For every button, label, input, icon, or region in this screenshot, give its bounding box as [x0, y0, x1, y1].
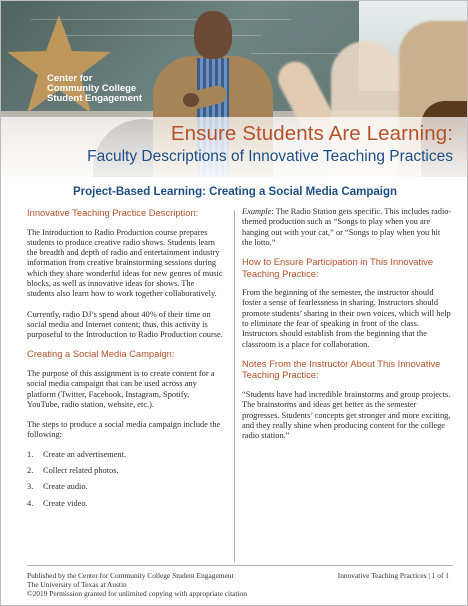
paragraph: “Students have had incredible brainstorms and group projects. The brainstorms and ideas get better as the semester progresses. Students’ concepts get stronger and more exciting, and they really shine when producing content for the college radio station.” — [242, 389, 451, 441]
star-icon — [7, 13, 127, 123]
paragraph: Currently, radio DJ’s spend about 40% of their time on social media and Internet content; thus, this activity is purposeful to the Introduction to Radio Production course. — [27, 309, 223, 340]
section-heading: Notes From the Instructor About This Innovative Teaching Practice: — [242, 357, 441, 381]
logo-text: Center for Community College Student Engagement — [47, 73, 143, 104]
paragraph: The purpose of this assignment is to create content for a social media campaign that can be used across any platform (Twitter, Facebook, Instagram, Spotify, YouTube, radio station, website, etc.). — [27, 368, 215, 409]
project-title: Project-Based Learning: Creating a Social Media Campaign — [73, 186, 397, 198]
footer-publisher: Published by the Center for Community College Student Engagement The University of Texas at Austin ©2019 Permission granted for unlimited copying with appropriate citation — [27, 571, 247, 598]
list-item: 4. Create video. — [27, 498, 88, 508]
left-column — [27, 207, 223, 515]
list-item: 2. Collect related photos. — [27, 466, 119, 476]
page-title: Ensure Students Are Learning: — [170, 122, 453, 145]
section-heading: Innovative Teaching Practice Description: — [27, 207, 199, 218]
example-paragraph: Example: The Radio Station gets specific. This includes radio-themed production such as “Songs to play when you are hanging out with your cat,” or “Songs to play when you hit the lotto.” — [242, 207, 452, 247]
list-item: 1. Create an advertisement. — [27, 449, 127, 459]
ccsse-logo — [7, 13, 167, 123]
paragraph: From the beginning of the semester, the instructor should foster a sense of fearlessness in sharing. Instructors should promote students’ sharing in their own voices, which will help to eliminate the fear of speaking in front of the class. Instructors should establish from the beginning that the classroom is a place for collaboration. — [242, 288, 451, 349]
column-divider — [234, 210, 235, 562]
right-column — [242, 207, 452, 441]
section-heading: How to Ensure Participation in This Innovative Teaching Practice: — [242, 256, 434, 279]
paragraph: The steps to produce a social media campaign include the following: — [27, 420, 221, 440]
paragraph: The Introduction to Radio Production course prepares students to produce creative radio shows. Students learn the breadth and depth of radio and entertainment industry information from creative brainstorming sessions during which they share wonderful ideas for new genres of music blocks, as well as innovative ideas for shows. The students also learn how to work together collaboratively. — [27, 227, 223, 299]
section-heading: Creating a Social Media Campaign: — [27, 348, 175, 360]
list-item: 3. Create audio. — [27, 482, 88, 492]
page-number: Innovative Teaching Practices | 1 of 1 — [337, 571, 449, 580]
page-subtitle: Faculty Descriptions of Innovative Teaching Practices — [87, 148, 453, 165]
steps-list — [27, 450, 223, 509]
footer-divider — [27, 565, 453, 566]
